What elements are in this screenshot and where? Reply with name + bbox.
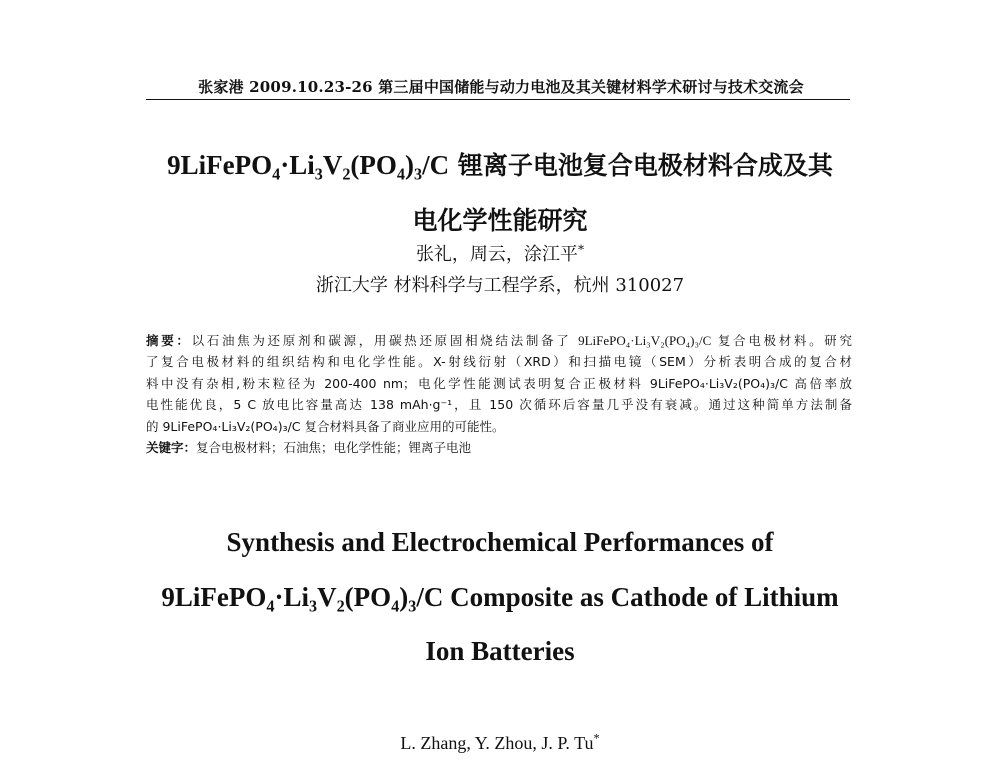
abstract-line-1-formula: 9LiFePO₄·Li₃V₂(PO₄)₃/C	[578, 333, 712, 348]
chinese-authors	[300, 240, 700, 266]
english-corresponding-marker: *	[593, 731, 600, 746]
abstract-line-4: 电性能优良，5 C 放电比容量高达 138 mAh·g⁻¹，且 150 次循环后容量几乎没有衰减。通过这种简单方法制备	[146, 397, 852, 413]
header-rule	[146, 99, 850, 100]
chinese-abstract	[146, 330, 852, 458]
abstract-line-1b: 复合电极材料。研究	[711, 333, 852, 348]
abstract-label: 摘要：	[146, 333, 192, 348]
keywords-text: 复合电极材料；石油焦；电化学性能；锂离子电池	[196, 439, 472, 455]
conference-running-head: 张家港 2009.10.23-26 第三届中国储能与动力电池及其关键材料学术研讨与技术交流会	[198, 78, 804, 96]
abstract-line-2: 了复合电极材料的组织结构和电化学性能。X-射线衍射（XRD）和扫描电镜（SEM）分析表明合成的复合材	[146, 354, 852, 370]
chinese-title-line-1	[100, 146, 900, 182]
corresponding-author-marker: *	[577, 242, 585, 257]
abstract-line-3: 料中没有杂相,粉末粒径为 200-400 nm；电化学性能测试表明复合正极材料 9LiFePO₄·Li₃V₂(PO₄)₃/C 高倍率放	[146, 375, 852, 391]
chinese-author-names: 张礼，周云，涂江平	[415, 244, 578, 265]
keywords-line	[146, 437, 852, 458]
abstract-line-5: 的 9LiFePO₄·Li₃V₂(PO₄)₃/C 复合材料具备了商业应用的可能性。	[146, 418, 505, 434]
abstract-line-1	[146, 330, 852, 351]
keywords-label: 关键字：	[146, 439, 197, 455]
chinese-affiliation: 浙江大学 材料科学与工程学系，杭州 310027	[315, 275, 685, 296]
english-title-line-1: Synthesis and Electrochemical Performances of	[226, 527, 774, 557]
english-title-line-3: Ion Batteries	[425, 636, 575, 666]
abstract-line-1a: 以石油焦为还原剂和碳源，用碳热还原固相烧结法制备了	[191, 333, 579, 348]
english-author-names: L. Zhang, Y. Zhou, J. P. Tu	[400, 733, 594, 753]
chinese-title-formula: 9LiFePO₄·Li₃V₂(PO₄)₃/C	[167, 150, 450, 180]
english-authors	[300, 733, 700, 754]
english-title-line-2: 9LiFePO₄·Li₃V₂(PO₄)₃/C Composite as Cathode of Lithium	[161, 582, 839, 612]
chinese-title-line-2: 电化学性能研究	[412, 206, 588, 235]
chinese-title-text: 锂离子电池复合电极材料合成及其	[449, 151, 833, 180]
